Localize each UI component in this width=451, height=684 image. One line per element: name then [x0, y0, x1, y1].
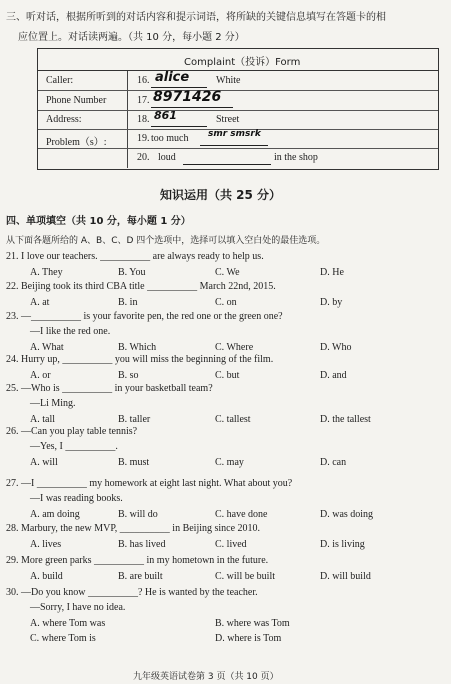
option-a: A. am doing — [30, 509, 80, 520]
complaint-form-table — [37, 48, 439, 170]
answer-blank — [183, 149, 271, 165]
option-d: D. will build — [320, 571, 371, 582]
question-dialogue-line: —Sorry, I have no idea. — [30, 602, 126, 613]
complaint-form-header — [38, 49, 438, 71]
question-dialogue-line: —I was reading books. — [30, 493, 123, 504]
option-a: A. or — [30, 370, 51, 381]
option-c: C. have done — [215, 509, 268, 520]
option-b: B. Which — [118, 342, 157, 353]
option-c: C. on — [215, 297, 237, 308]
question-stem: 26. —Can you play table tennis? — [6, 426, 138, 437]
option-b: B. You — [118, 267, 146, 278]
option-d: D. where is Tom — [215, 633, 282, 644]
question-stem: 27. —I __________ my homework at eight last night. What about you? — [6, 478, 293, 489]
option-d: D. He — [320, 267, 344, 278]
page-footer: 九年级英语试卷第 3 页（共 10 页） — [133, 672, 279, 682]
row-suffix: Street — [216, 114, 240, 125]
option-a: A. lives — [30, 539, 62, 550]
option-a: A. tall — [30, 414, 55, 425]
answer-blank — [151, 72, 207, 88]
table-row — [38, 148, 438, 167]
question-stem: 28. Marbury, the new MVP, __________ in Beijing since 2010. — [6, 523, 261, 534]
handwritten-answer: 8971426 — [153, 89, 222, 105]
option-b: B. has lived — [118, 539, 166, 550]
question-dialogue-line: —I like the red one. — [30, 326, 111, 337]
option-d: D. was doing — [320, 509, 374, 520]
question-stem: 22. Beijing took its third CBA title __________ March 22nd, 2015. — [6, 281, 276, 292]
row-suffix: White — [216, 75, 241, 86]
option-d: D. Who — [320, 342, 352, 353]
option-c: C. Where — [215, 342, 254, 353]
row-number: 19. — [137, 133, 150, 144]
option-a: A. build — [30, 571, 63, 582]
question-stem: 25. —Who is __________ in your basketball team? — [6, 383, 213, 394]
section4-instructions: 从下面各题所给的 A、B、C、D 四个选项中，选择可以填入空白处的最佳选项。 — [6, 236, 326, 246]
answer-blank — [151, 111, 207, 127]
option-b: B. in — [118, 297, 138, 308]
option-d: D. is living — [320, 539, 365, 550]
question-stem: 24. Hurry up, __________ you will miss the beginning of the film. — [6, 354, 274, 365]
option-b: B. so — [118, 370, 139, 381]
option-b: B. where was Tom — [215, 618, 290, 629]
answer-blank — [151, 89, 233, 108]
option-a: A. where Tom was — [30, 618, 106, 629]
question-dialogue-line: —Yes, I __________. — [30, 441, 118, 452]
table-row — [38, 110, 438, 130]
handwritten-answer: alice — [155, 70, 190, 85]
section4-title: 四、单项填空（共 10 分，每小题 1 分） — [6, 216, 191, 227]
option-b: B. taller — [118, 414, 151, 425]
question-stem: 29. More green parks __________ in my hometown in the future. — [6, 555, 269, 566]
question-dialogue-line: —Li Ming. — [30, 398, 76, 409]
option-d: D. and — [320, 370, 347, 381]
option-c: C. but — [215, 370, 240, 381]
section3-title-line1: 三、听对话，根据所听到的对话内容和提示词语，将所缺的关键信息填写在答题卡的相 — [6, 12, 386, 23]
row-prefix: too much — [151, 133, 189, 144]
option-c: C. We — [215, 267, 240, 278]
row-number: 20. — [137, 152, 150, 163]
option-a: A. They — [30, 267, 63, 278]
row-label: Address: — [46, 114, 82, 125]
option-d: D. the tallest — [320, 414, 371, 425]
question-stem: 21. I love our teachers. __________ are always ready to help us. — [6, 251, 264, 262]
option-a: A. will — [30, 457, 58, 468]
row-number: 18. — [137, 114, 150, 125]
complaint-form-title: Complaint（投诉）Form — [184, 57, 301, 68]
table-row — [38, 71, 438, 91]
option-b: B. are built — [118, 571, 163, 582]
option-d: D. by — [320, 297, 343, 308]
knowledge-section-title: 知识运用（共 25 分） — [160, 188, 282, 202]
table-row — [38, 91, 438, 111]
option-c: C. where Tom is — [30, 633, 96, 644]
row-label: Caller: — [46, 75, 74, 86]
row-label: Phone Number — [46, 95, 107, 106]
question-stem: 30. —Do you know __________? He is wanted by the teacher. — [6, 587, 258, 598]
table-row — [38, 129, 438, 149]
option-c: C. will be built — [215, 571, 275, 582]
row-number: 16. — [137, 75, 150, 86]
handwritten-answer: smr smsrk — [208, 129, 261, 139]
handwritten-answer: 861 — [154, 109, 177, 122]
option-c: C. tallest — [215, 414, 251, 425]
row-suffix: in the shop — [274, 152, 318, 163]
option-a: A. at — [30, 297, 50, 308]
option-b: B. must — [118, 457, 150, 468]
option-b: B. will do — [118, 509, 158, 520]
option-c: C. lived — [215, 539, 247, 550]
option-d: D. can — [320, 457, 347, 468]
option-a: A. What — [30, 342, 64, 353]
row-label: Problem（s）: — [46, 137, 107, 148]
row-number: 17. — [137, 95, 150, 106]
row-prefix: loud — [158, 152, 176, 163]
option-c: C. may — [215, 457, 244, 468]
question-stem: 23. —__________ is your favorite pen, the red one or the green one? — [6, 311, 283, 322]
answer-blank — [200, 130, 268, 146]
section3-title-line2: 应位置上。对话读两遍。（共 10 分，每小题 2 分） — [18, 32, 245, 43]
